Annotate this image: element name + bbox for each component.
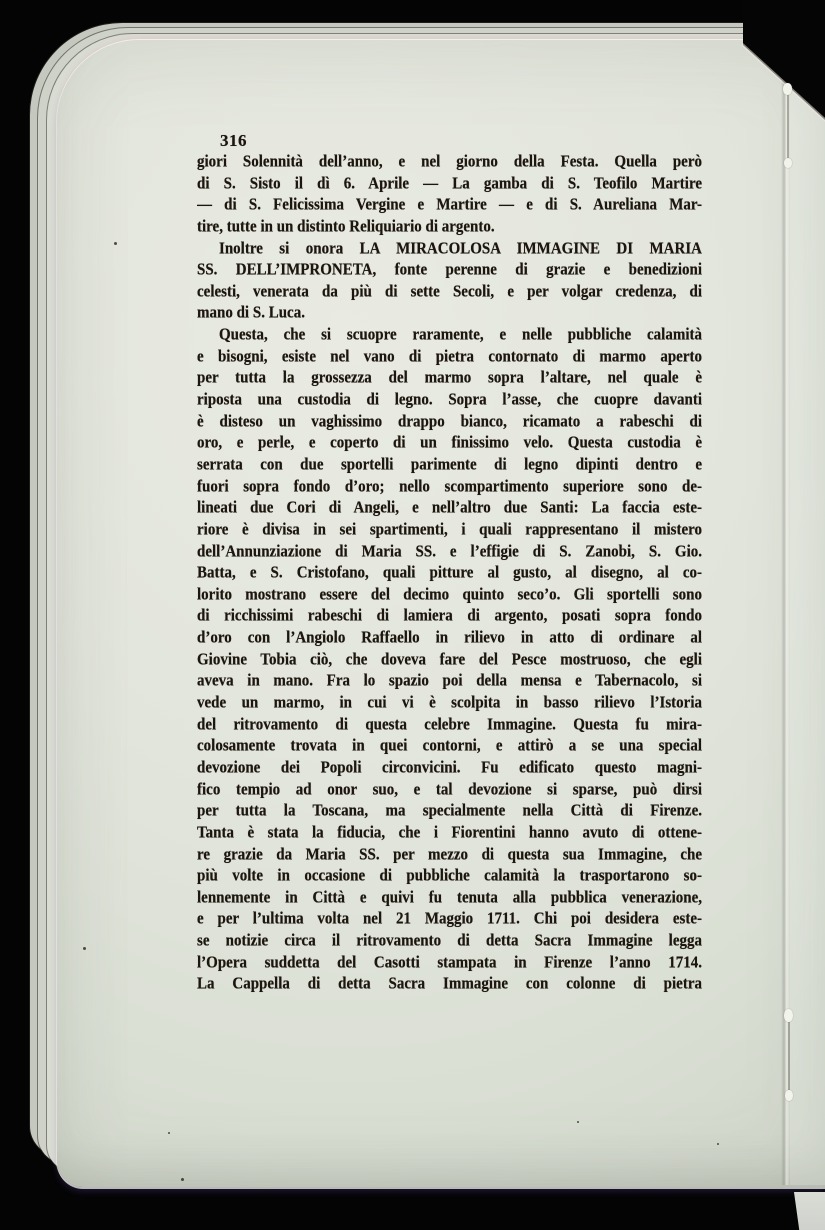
paper-chip xyxy=(784,1009,793,1022)
text-line: se notizie circa il ritrovamento di detta Sacra Immagine legga xyxy=(197,932,702,950)
text-line: lennemente in Città e quivi fu tenuta alla pubblica venerazione, xyxy=(197,888,702,907)
text-line: d’oro con l’Angiolo Raffaello in rilievo in atto di ordinare al xyxy=(197,629,702,647)
paper-speck xyxy=(114,242,117,245)
page-right-margin-shading xyxy=(790,40,825,1185)
text-line: colosamente trovata in quei contorni, e attirò a se una special xyxy=(197,737,702,756)
text-line: tire, tutte in un distinto Reliquiario di argento. xyxy=(197,218,495,236)
text-line: per tutta la Toscana, ma specialmente nella Città di Firenze. xyxy=(197,802,702,820)
text-line: Questa, che si scuopre raramente, e nelle pubbliche calamità xyxy=(219,326,702,344)
text-line: re grazie da Maria SS. per mezzo di questa sua Immagine, che xyxy=(197,845,702,864)
text-line: Tanta è stata la fiducia, che i Fiorentini hanno avuto di ottene- xyxy=(197,823,702,842)
text-line: e per l’ultima volta nel 21 Maggio 1711. Chi poi desidera este- xyxy=(197,910,702,929)
text-line: celesti, venerata da più di sette Secoli, e per volgar credenza, di xyxy=(197,282,702,301)
text-line: di ricchissimi rabeschi di lamiera di argento, posati sopra fondo xyxy=(197,607,702,626)
text-line: più volte in occasione di pubbliche calamità la trasportarono so- xyxy=(197,867,702,885)
text-line: Inoltre si onora LA MIRACOLOSA IMMAGINE DI MARIA xyxy=(219,239,702,258)
text-line: mano di S. Luca. xyxy=(197,304,305,323)
text-line: serrata con due sportelli parimente di legno dipinti dentro e xyxy=(197,456,702,474)
text-line: per tutta la grossezza del marmo sopra l’altare, nel quale è xyxy=(197,369,702,388)
paper-chip xyxy=(783,83,792,95)
underlying-surface-sliver xyxy=(792,1192,825,1230)
text-line: riposta una custodia di legno. Sopra l’asse, che cuopre davanti xyxy=(197,391,702,409)
text-line: — di S. Felicissima Vergine e Martire — e di S. Aureliana Mar- xyxy=(197,196,702,214)
text-line: è disteso un vaghissimo drappo bianco, ricamato a rabeschi di xyxy=(197,412,702,431)
paper-speck xyxy=(83,947,86,950)
text-line: fico tempio ad onor suo, e tal devozione si sparse, può dirsi xyxy=(197,780,702,799)
text-line: riore è divisa in sei spartimenti, i quali rappresentano il mistero xyxy=(197,521,702,539)
text-line: giori Solennità dell’anno, e nel giorno della Festa. Quella però xyxy=(197,153,702,171)
text-line: e bisogni, esiste nel vano di pietra contornato di marmo aperto xyxy=(197,347,702,366)
paper-speck xyxy=(181,1178,184,1181)
text-line: devozione dei Popoli circonvicini. Fu edificato questo magni- xyxy=(197,759,702,777)
text-line: SS. DELL’IMPRONETA, fonte perenne di grazie e benedizioni xyxy=(197,261,702,279)
paper-speck xyxy=(168,1132,170,1134)
text-line: l’Opera suddetta del Casotti stampata in Firenze l’anno 1714. xyxy=(197,953,702,972)
text-line: dell’Annunziazione di Maria SS. e l’effigie di S. Zanobi, S. Gio. xyxy=(197,542,702,561)
paper-speck xyxy=(717,1143,719,1145)
text-line: Batta, e S. Cristofano, quali pitture al gusto, al disegno, al co- xyxy=(197,564,702,582)
page-text xyxy=(197,152,702,996)
paper-chip xyxy=(785,1090,793,1101)
text-line: Giovine Tobia ciò, che doveva fare del Pesce mostruoso, che egli xyxy=(197,650,702,669)
paper-scratch-top xyxy=(787,94,789,160)
paper-scratch-bottom xyxy=(788,1022,790,1092)
text-line: oro, e perle, e coperto di un finissimo velo. Questa custodia è xyxy=(197,434,702,453)
paper-chip xyxy=(784,158,792,168)
text-line: fuori sopra fondo d’oro; nello scompartimento superiore sono de- xyxy=(197,477,702,496)
text-line: di S. Sisto il dì 6. Aprile — La gamba di S. Teofilo Martire xyxy=(197,174,702,193)
text-line: lineati due Cori di Angeli, e nell’altro due Santi: La faccia este- xyxy=(197,499,702,517)
text-line: vede un marmo, in cui vi è scolpita in basso rilievo l’Istoria xyxy=(197,694,702,712)
text-line: del ritrovamento di questa celebre Immagine. Questa fu mira- xyxy=(197,715,702,734)
text-line: La Cappella di detta Sacra Immagine con colonne di pietra xyxy=(197,975,702,994)
text-line: aveva in mano. Fra lo spazio poi della mensa e Tabernacolo, si xyxy=(197,672,702,691)
page-number: 316 xyxy=(220,131,247,150)
paper-speck xyxy=(577,1121,579,1123)
text-line: lorito mostrano essere del decimo quinto seco’o. Gli sportelli sono xyxy=(197,585,702,604)
